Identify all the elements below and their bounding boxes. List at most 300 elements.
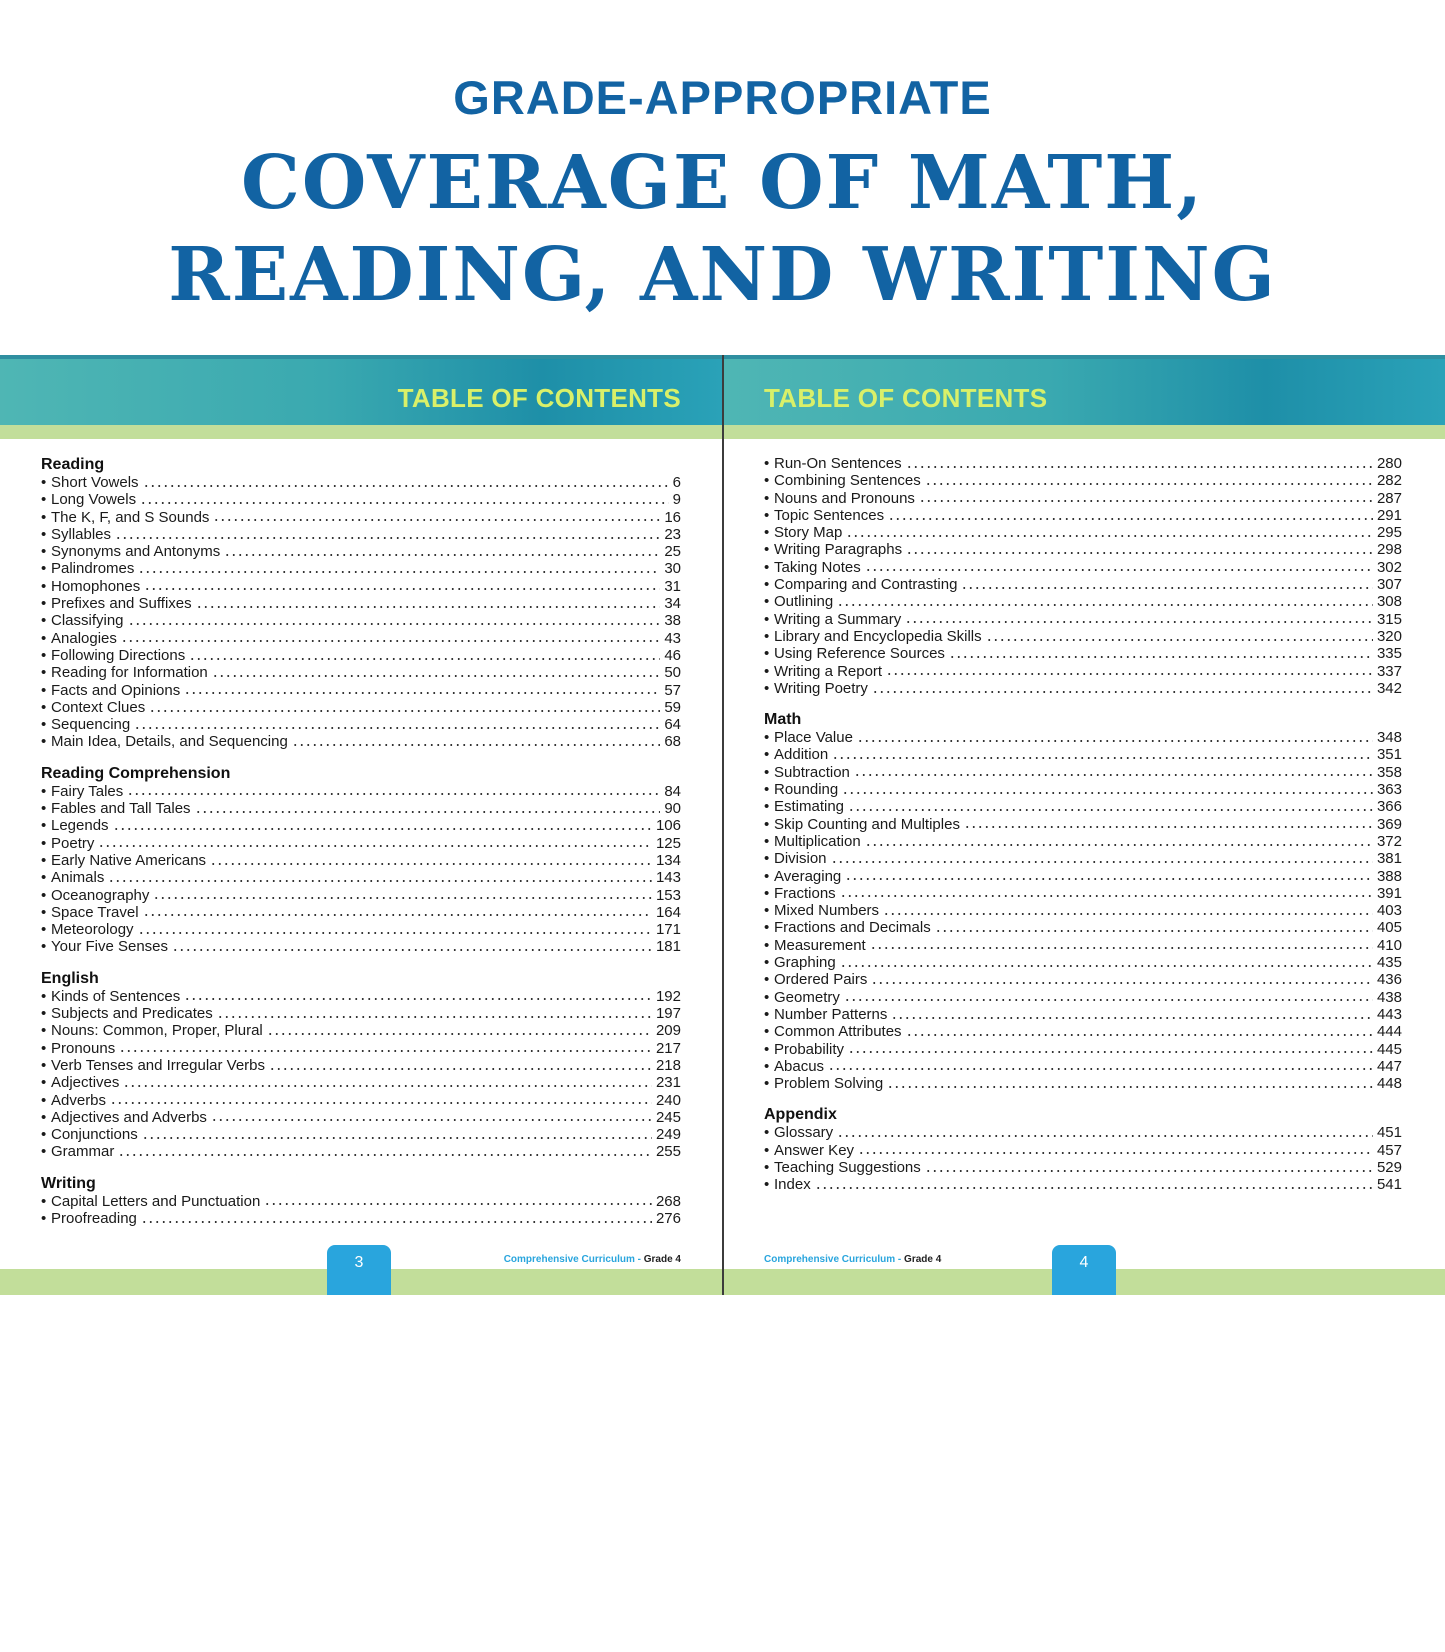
toc-entry-label: Animals [51,869,105,887]
dot-leader [184,997,652,1001]
dot-leader [858,1151,1373,1155]
toc-entry-label: Syllables [51,525,112,543]
toc-section-heading: Reading [41,456,105,473]
bullet-icon: • [764,936,770,954]
toc-entry-label: Meteorology [51,921,134,939]
dot-leader [845,877,1373,881]
toc-entry-label: Adjectives [51,1074,120,1092]
bullet-icon: • [764,867,770,885]
toc-entry-page: 447 [1376,1057,1402,1075]
toc-entry [41,800,681,817]
toc-entry-page: 231 [655,1074,681,1092]
dot-leader [837,603,1373,607]
toc-entry-label: Verb Tenses and Irregular Verbs [51,1056,266,1074]
toc-entry-label: Pronouns [51,1039,116,1057]
bullet-icon: • [764,455,770,472]
toc-entry [764,1058,1402,1075]
toc-entry-label: Answer Key [774,1141,855,1159]
toc-entry-label: Story Map [774,524,843,542]
bullet-icon: • [41,508,47,526]
toc-section [41,764,681,956]
bullet-icon: • [41,543,47,561]
toc-entry-page: 457 [1376,1141,1402,1159]
toc-section [41,455,681,751]
toc-entry [41,887,681,904]
bullet-icon: • [41,629,47,647]
toc-entry-page: 298 [1376,541,1402,559]
toc-entry [764,764,1402,781]
bullet-icon: • [41,938,47,956]
toc-entry [764,628,1402,645]
toc-entry-page: 403 [1376,902,1402,920]
dot-leader [949,655,1373,659]
bullet-icon: • [764,815,770,833]
toc-section-heading: English [41,969,99,987]
bullet-icon: • [764,472,770,490]
bullet-icon: • [764,593,770,611]
dot-leader [127,792,660,796]
toc-entry-label: Geometry [774,988,840,1006]
bullet-icon: • [41,987,47,1005]
toc-entry-label: Run-On Sentences [774,455,902,472]
footer-brand: Comprehensive Curriculum [503,1254,635,1265]
toc-entry-label: Facts and Opinions [51,681,181,699]
toc-entry [41,1210,681,1227]
dot-leader [844,998,1373,1002]
dot-leader [831,860,1373,864]
dot-leader [143,484,669,488]
bullet-icon: • [41,1039,47,1057]
hero-kicker: GRADE-APPROPRIATE [453,71,992,124]
toc-entry [764,833,1402,850]
dot-leader [153,896,652,900]
toc-section [41,1174,681,1228]
toc-entry-page: 23 [664,525,681,543]
toc-section-heading: Appendix [764,1106,837,1124]
dot-leader [269,1067,652,1071]
toc-entry-page: 291 [1376,506,1402,524]
bullet-icon: • [764,524,770,542]
bullet-icon: • [764,988,770,1006]
toc-entry-label: Legends [51,817,109,835]
bullet-icon: • [764,489,770,507]
dot-leader [138,570,660,574]
toc-entry-label: Writing Poetry [774,679,868,697]
bullet-icon: • [41,1074,47,1092]
bullet-icon: • [764,1176,770,1194]
bullet-icon: • [764,1057,770,1075]
toc-entry-page: 435 [1376,954,1402,972]
dot-leader [267,1032,652,1036]
toc-entry [41,1126,681,1143]
dot-leader [210,862,652,866]
dot-leader [905,620,1373,624]
toc-entry-page: 381 [1376,850,1402,868]
hero-title-line-2: READING, AND WRITING [168,232,1277,318]
toc-entry [41,526,681,543]
bullet-icon: • [764,798,770,816]
bullet-icon: • [41,1005,47,1023]
toc-entry [764,1176,1402,1193]
toc-entry-label: Palindromes [51,560,135,578]
dot-leader [832,756,1373,760]
toc-section-heading: Reading Comprehension [41,764,231,782]
toc-entry-page: 282 [1376,472,1402,490]
toc-entry-label: Multiplication [774,832,861,850]
bullet-icon: • [41,886,47,904]
toc-entry [41,474,681,491]
toc-entry-page: 448 [1376,1075,1402,1093]
toc-entry [41,817,681,834]
dot-leader [887,1085,1373,1089]
bullet-icon: • [41,577,47,595]
toc-entry-page: 197 [655,1005,681,1023]
bullet-icon: • [764,506,770,524]
toc-entry [764,781,1402,798]
toc-entry [41,647,681,664]
bullet-icon: • [41,595,47,613]
dot-leader [865,568,1373,572]
toc-entry-page: 125 [655,834,681,852]
bullet-icon: • [41,560,47,578]
toc-entry-label: Proofreading [51,1209,137,1227]
bullet-icon: • [764,541,770,559]
toc-entry-page: 181 [655,938,681,956]
toc-entry [764,455,1402,472]
toc-entry [764,868,1402,885]
dot-leader [123,1084,652,1088]
dot-leader [195,810,661,814]
dot-leader [925,1169,1373,1173]
page-footer [504,1254,681,1265]
dot-leader [144,587,660,591]
toc-entry [41,904,681,921]
toc-entry-page: 218 [655,1056,681,1074]
dot-leader [846,534,1373,538]
dot-leader [872,690,1373,694]
toc-entry-label: Combining Sentences [774,472,921,490]
dot-leader [118,1153,652,1157]
page-number-tab: 3 [327,1245,391,1295]
toc-entry [41,612,681,629]
toc-entry-page: 541 [1376,1176,1402,1194]
dot-leader [828,1067,1373,1071]
toc-entry-label: Library and Encyclopedia Skills [774,627,982,645]
bullet-icon: • [764,1075,770,1093]
toc-entry [41,716,681,733]
hero-title-line-1: COVERAGE OF MATH, [241,140,1204,226]
toc-entry [764,1075,1402,1092]
bullet-icon: • [41,474,47,491]
dot-leader [128,622,661,626]
toc-entry-page: 16 [664,508,681,526]
dot-leader [883,912,1373,916]
toc-entry-page: 295 [1376,524,1402,542]
toc-entry-label: Taking Notes [774,558,861,576]
toc-entry-label: Space Travel [51,903,139,921]
dot-leader [113,827,652,831]
dot-leader [935,929,1373,933]
footer-brand: Comprehensive Curriculum [764,1254,896,1265]
toc-entry-page: 348 [1376,729,1402,747]
bullet-icon: • [764,763,770,781]
toc-entry-label: Adverbs [51,1091,107,1109]
dot-leader [108,879,652,883]
toc-entry-page: 192 [655,987,681,1005]
dot-leader [906,551,1373,555]
dot-leader [925,482,1373,486]
toc-entry-page: 245 [655,1108,681,1126]
toc-entry-label: Reading for Information [51,664,208,682]
dot-leader [189,657,660,661]
bullet-icon: • [764,746,770,764]
dot-leader [840,964,1373,968]
bullet-icon: • [41,1022,47,1040]
toc-entry-label: Outlining [774,593,834,611]
right-page [724,355,1445,1295]
toc-entry [764,954,1402,971]
toc-entry-page: 38 [664,612,681,630]
bullet-icon: • [41,664,47,682]
bullet-icon: • [41,782,47,800]
toc-entry-label: Subjects and Predicates [51,1005,213,1023]
dot-leader [143,913,652,917]
header-green-bar [724,425,1445,439]
toc-entry-label: Early Native Americans [51,851,207,869]
toc-entry [764,729,1402,746]
bullet-icon: • [764,884,770,902]
bullet-icon: • [41,525,47,543]
toc-entry [41,682,681,699]
toc-entry-label: Fractions and Decimals [774,919,931,937]
bullet-icon: • [41,1192,47,1210]
bullet-icon: • [41,733,47,751]
toc-entry-page: 372 [1376,832,1402,850]
dot-leader [854,773,1373,777]
toc-entry-page: 9 [672,491,681,509]
toc-entry-label: Context Clues [51,698,146,716]
toc-entry-page: 6 [672,474,681,491]
dot-leader [871,981,1373,985]
bullet-icon: • [41,921,47,939]
toc-entry [41,630,681,647]
toc-entry-label: Writing a Report [774,662,883,680]
bullet-icon: • [41,1126,47,1144]
bullet-icon: • [41,1091,47,1109]
toc-entry [764,971,1402,988]
toc-entry-page: 50 [664,664,681,682]
bullet-icon: • [41,1143,47,1161]
toc-entry [764,746,1402,763]
toc-entry-page: 342 [1376,679,1402,697]
bullet-icon: • [764,902,770,920]
toc-entry-label: Poetry [51,834,95,852]
toc-entry [41,938,681,955]
page-number-tab: 4 [1052,1245,1116,1295]
toc-entry-label: Mixed Numbers [774,902,880,920]
bullet-icon: • [764,1124,770,1142]
toc-entry [764,611,1402,628]
dot-leader [891,1016,1373,1020]
toc-column [41,455,681,1227]
toc-entry-page: 369 [1376,815,1402,833]
toc-entry-label: Comparing and Contrasting [774,576,958,594]
toc-column [764,455,1402,1194]
toc-entry [764,1124,1402,1141]
toc-entry-label: Probability [774,1040,845,1058]
dot-leader [119,1049,652,1053]
toc-entry-page: 255 [655,1143,681,1161]
toc-entry [41,1057,681,1074]
toc-entry-label: Graphing [774,954,836,972]
toc-entry-page: 153 [655,886,681,904]
toc-entry-label: Sequencing [51,716,131,734]
toc-entry-label: Place Value [774,729,853,747]
toc-entry [41,1193,681,1210]
toc-entry [41,1109,681,1126]
toc-entry-page: 315 [1376,610,1402,628]
toc-entry [41,1092,681,1109]
toc-entry-label: Fractions [774,884,836,902]
toc-title: TABLE OF CONTENTS [764,383,1048,413]
dot-leader [141,1220,652,1224]
dot-leader [213,518,660,522]
toc-entry-page: 57 [664,681,681,699]
toc-entry [764,472,1402,489]
toc-entry-label: Number Patterns [774,1005,888,1023]
toc-entry-page: 445 [1376,1040,1402,1058]
toc-entry-label: Topic Sentences [774,506,885,524]
dot-leader [134,726,660,730]
toc-entry-page: 90 [664,800,681,818]
toc-entry [764,919,1402,936]
toc-entry-page: 363 [1376,781,1402,799]
toc-entry-label: Abacus [774,1057,825,1075]
bullet-icon: • [41,716,47,734]
toc-section-heading: Math [764,711,802,729]
dot-leader [211,1118,652,1122]
bullet-icon: • [764,729,770,747]
bullet-icon: • [764,1023,770,1041]
bullet-icon: • [764,679,770,697]
bullet-icon: • [41,851,47,869]
dot-leader [138,931,652,935]
toc-entry-label: Following Directions [51,646,186,664]
toc-entry-label: Adjectives and Adverbs [51,1108,207,1126]
toc-entry [764,1006,1402,1023]
toc-entry-page: 320 [1376,627,1402,645]
toc-entry-page: 34 [664,595,681,613]
toc-section-heading: Writing [41,1174,96,1192]
toc-entry-page: 280 [1376,455,1402,472]
toc-entry-label: Main Idea, Details, and Sequencing [51,733,288,751]
toc-entry [764,576,1402,593]
toc-entry [764,902,1402,919]
bullet-icon: • [41,698,47,716]
toc-entry [41,491,681,508]
toc-entry [41,595,681,612]
toc-entry-page: 451 [1376,1124,1402,1142]
toc-entry-page: 405 [1376,919,1402,937]
toc-entry-page: 443 [1376,1005,1402,1023]
toc-entry [764,593,1402,610]
toc-entry-page: 240 [655,1091,681,1109]
bullet-icon: • [764,1158,770,1176]
toc-title: TABLE OF CONTENTS [397,383,681,413]
toc-entry-page: 171 [655,921,681,939]
bullet-icon: • [41,1056,47,1074]
toc-entry-label: Prefixes and Suffixes [51,595,192,613]
toc-entry-label: Homophones [51,577,141,595]
bullet-icon: • [764,576,770,594]
bullet-icon: • [41,903,47,921]
toc-entry [41,543,681,560]
dot-leader [840,894,1373,898]
toc-entry-page: 444 [1376,1023,1402,1041]
dot-leader [115,536,660,540]
toc-entry-label: Estimating [774,798,845,816]
toc-entry [41,578,681,595]
toc-entry-page: 337 [1376,662,1402,680]
toc-entry-page: 30 [664,560,681,578]
toc-entry-page: 84 [664,782,681,800]
bullet-icon: • [41,1108,47,1126]
toc-entry [41,988,681,1005]
toc-entry-page: 134 [655,851,681,869]
dot-leader [906,1033,1373,1037]
toc-entry-page: 25 [664,543,681,561]
bullet-icon: • [764,1005,770,1023]
toc-entry-label: Nouns: Common, Proper, Plural [51,1022,263,1040]
dot-leader [196,605,661,609]
toc-entry [41,1005,681,1022]
toc-entry [41,1074,681,1091]
toc-entry-label: Measurement [774,936,866,954]
toc-entry [764,524,1402,541]
toc-entry [41,835,681,852]
footer-separator: - [895,1254,905,1265]
dot-leader [212,674,661,678]
bullet-icon: • [41,817,47,835]
toc-entry [764,1023,1402,1040]
toc-entry-page: 249 [655,1126,681,1144]
bullet-icon: • [41,869,47,887]
bullet-icon: • [764,832,770,850]
toc-entry [41,1022,681,1039]
toc-entry-label: Averaging [774,867,842,885]
toc-entry-page: 143 [655,869,681,887]
book-spread [0,355,1445,1295]
bullet-icon: • [764,1040,770,1058]
bullet-icon: • [41,681,47,699]
header-green-bar [0,425,723,439]
dot-leader [110,1101,652,1105]
toc-entry [41,699,681,716]
toc-entry-label: Capital Letters and Punctuation [51,1192,261,1210]
dot-leader [842,791,1373,795]
toc-entry-label: Index [774,1176,811,1194]
dot-leader [140,501,669,505]
toc-entry [764,1041,1402,1058]
toc-entry-page: 209 [655,1022,681,1040]
toc-entry-label: Addition [774,746,829,764]
toc-entry [41,509,681,526]
toc-entry-page: 68 [664,733,681,751]
toc-entry-label: Writing a Summary [774,610,902,628]
toc-entry [764,680,1402,697]
bullet-icon: • [764,971,770,989]
bullet-icon: • [764,781,770,799]
